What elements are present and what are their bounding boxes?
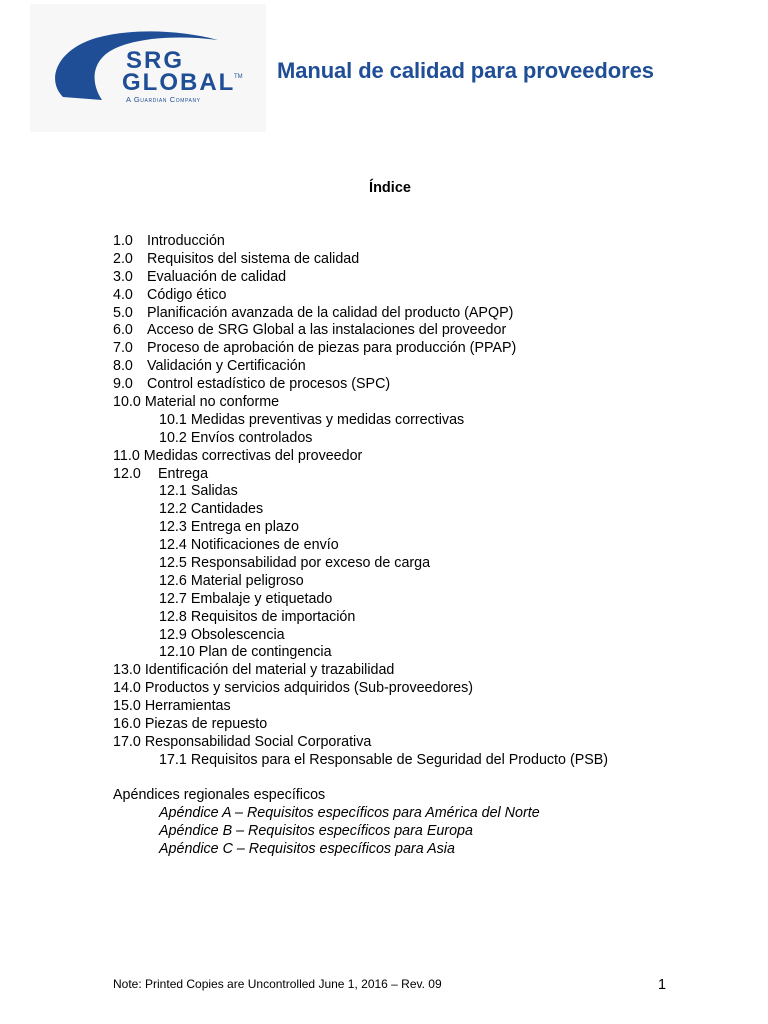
toc-entry xyxy=(113,233,733,251)
toc-entry-label: Notificaciones de envío xyxy=(190,537,339,554)
toc-entry-label: Proceso de aprobación de piezas para producción (PPAP) xyxy=(147,340,517,357)
toc-entry-number: 4.0 xyxy=(113,286,133,303)
toc-entry-number: 7.0 xyxy=(113,340,133,357)
toc-entry-number: 12.8 xyxy=(159,608,187,625)
toc-entry xyxy=(113,519,733,537)
toc-entry xyxy=(113,483,733,501)
toc-entry xyxy=(113,412,733,430)
toc-entry xyxy=(113,376,733,394)
toc-entry-label: Salidas xyxy=(190,483,238,500)
toc-entry-label: Requisitos de importación xyxy=(190,608,356,625)
toc-entry-label: Embalaje y etiquetado xyxy=(190,590,333,607)
toc-entry xyxy=(113,322,733,340)
toc-entry-label: Piezas de repuesto xyxy=(144,716,268,733)
toc-entry-number: 14.0 xyxy=(113,680,141,697)
toc-entry-label: Material peligroso xyxy=(190,572,304,589)
toc-entry-label: Acceso de SRG Global a las instalaciones del proveedor xyxy=(147,322,507,339)
toc-entry xyxy=(113,716,733,734)
table-of-contents xyxy=(113,233,733,770)
toc-entry-number: 12.6 xyxy=(159,572,187,589)
toc-entry-label: Plan de contingencia xyxy=(198,644,332,661)
toc-entry xyxy=(113,358,733,376)
toc-entry-number: 16.0 xyxy=(113,716,141,733)
toc-entry xyxy=(113,591,733,609)
toc-entry-label: Envíos controlados xyxy=(190,429,313,446)
toc-entry-label: Entrega en plazo xyxy=(190,519,299,536)
toc-entry-label: Código ético xyxy=(147,286,227,303)
toc-entry xyxy=(113,573,733,591)
appendix-item-c: Apéndice C – Requisitos específicos para Asia xyxy=(159,841,455,857)
footer-note: Note: Printed Copies are Uncontrolled June 1, 2016 – Rev. 09 xyxy=(113,977,442,991)
toc-entry xyxy=(113,734,733,752)
appendix-item-b: Apéndice B – Requisitos específicos para Europa xyxy=(159,823,473,839)
toc-entry xyxy=(113,394,733,412)
toc-entry-number: 12.1 xyxy=(159,483,187,500)
toc-entry-label: Entrega xyxy=(158,465,209,482)
toc-entry-number: 12.10 xyxy=(159,644,195,661)
toc-entry-label: Productos y servicios adquiridos (Sub-proveedores) xyxy=(144,680,474,697)
logo-text-srg: SRG xyxy=(126,47,185,74)
toc-entry-label: Responsabilidad por exceso de carga xyxy=(190,555,431,572)
toc-entry xyxy=(113,269,733,287)
toc-entry-number: 10.2 xyxy=(159,429,187,446)
toc-entry-label: Introducción xyxy=(147,233,225,249)
toc-entry-number: 5.0 xyxy=(113,304,133,321)
company-logo xyxy=(30,4,266,132)
toc-entry-label: Cantidades xyxy=(190,501,264,518)
logo-tagline: A Guardian Company xyxy=(126,95,201,104)
toc-entry-number: 12.4 xyxy=(159,537,187,554)
toc-entry-number: 12.2 xyxy=(159,501,187,518)
toc-entry-number: 9.0 xyxy=(113,376,133,393)
index-heading: Índice xyxy=(369,180,411,196)
toc-entry-label: Medidas preventivas y medidas correctivas xyxy=(190,411,465,428)
toc-entry-number: 12.5 xyxy=(159,555,187,572)
logo-trademark: TM xyxy=(234,74,243,80)
toc-entry-label: Medidas correctivas del proveedor xyxy=(143,447,363,464)
toc-entry xyxy=(113,609,733,627)
toc-entry-label: Obsolescencia xyxy=(190,626,285,643)
toc-entry-number: 15.0 xyxy=(113,698,141,715)
srg-global-logo-icon xyxy=(30,4,266,132)
toc-entry xyxy=(113,644,733,662)
toc-entry xyxy=(113,680,733,698)
toc-entry-label: Validación y Certificación xyxy=(147,358,306,375)
toc-entry-number: 11.0 xyxy=(113,447,140,464)
toc-entry xyxy=(113,752,733,770)
toc-entry-label: Requisitos del sistema de calidad xyxy=(147,250,360,267)
toc-entry xyxy=(113,537,733,555)
toc-entry-number: 10.0 xyxy=(113,394,141,411)
toc-entry-number: 10.1 xyxy=(159,411,187,428)
appendix-item-a: Apéndice A – Requisitos específicos para América del Norte xyxy=(159,805,540,821)
toc-entry xyxy=(113,698,733,716)
logo-text-global: GLOBAL xyxy=(122,69,236,96)
toc-entry-label: Identificación del material y trazabilidad xyxy=(144,662,395,679)
toc-entry xyxy=(113,305,733,323)
toc-entry xyxy=(113,340,733,358)
toc-entry-label: Evaluación de calidad xyxy=(147,268,287,285)
toc-entry-number: 6.0 xyxy=(113,322,133,339)
toc-entry-label: Material no conforme xyxy=(144,394,280,411)
toc-entry-label: Herramientas xyxy=(144,698,231,715)
toc-entry-label: Planificación avanzada de la calidad del producto (APQP) xyxy=(147,304,514,321)
toc-entry-number: 12.3 xyxy=(159,519,187,536)
toc-entry xyxy=(113,501,733,519)
toc-entry xyxy=(113,287,733,305)
toc-entry-number: 17.0 xyxy=(113,733,141,750)
toc-entry-number: 12.0 xyxy=(113,465,141,482)
toc-entry-number: 13.0 xyxy=(113,662,141,679)
appendices-heading: Apéndices regionales específicos xyxy=(113,787,326,803)
toc-entry-number: 12.9 xyxy=(159,626,187,643)
toc-entry xyxy=(113,251,733,269)
toc-entry-number: 12.7 xyxy=(159,590,187,607)
toc-entry xyxy=(113,430,733,448)
toc-entry-number: 17.1 xyxy=(159,751,187,768)
toc-entry xyxy=(113,466,733,484)
toc-entry xyxy=(113,555,733,573)
toc-entry-label: Requisitos para el Responsable de Seguridad del Producto (PSB) xyxy=(190,751,609,768)
toc-entry xyxy=(113,448,733,466)
toc-entry xyxy=(113,627,733,645)
document-title: Manual de calidad para proveedores xyxy=(277,58,654,83)
appendices-section xyxy=(113,786,540,858)
toc-entry-number: 3.0 xyxy=(113,268,133,285)
toc-entry-label: Responsabilidad Social Corporativa xyxy=(144,733,372,750)
toc-entry-number: 8.0 xyxy=(113,358,133,375)
page-number: 1 xyxy=(658,977,667,993)
toc-entry-number: 1.0 xyxy=(113,233,133,249)
toc-entry-label: Control estadístico de procesos (SPC) xyxy=(147,376,391,393)
toc-entry-number: 2.0 xyxy=(113,250,133,267)
toc-entry xyxy=(113,662,733,680)
